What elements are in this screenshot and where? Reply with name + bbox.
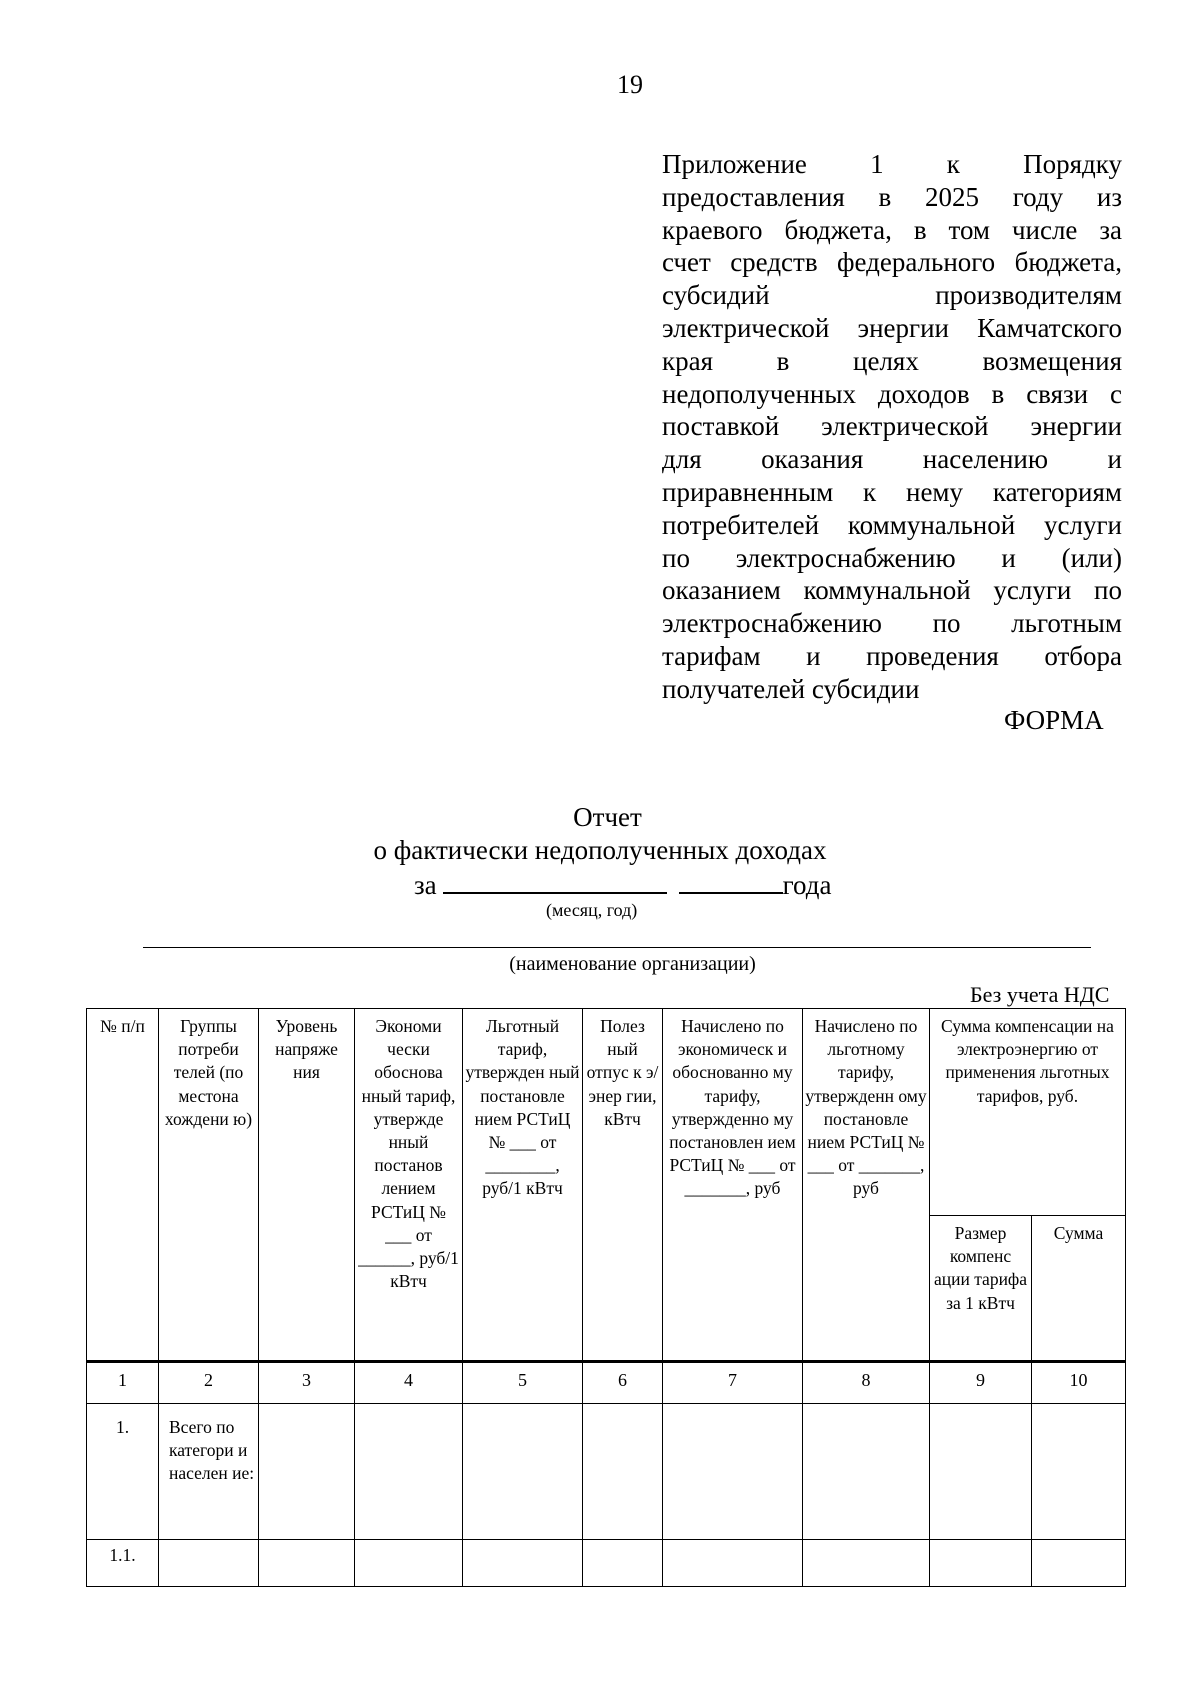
form-label: ФОРМА [1004,705,1104,735]
header-economic-tariff: Экономи чески обоснова нный тариф, утвержде нный постанов лением РСТиЦ № ___ от ______, руб/1 кВтч [355,1009,463,1362]
month-blank[interactable] [443,868,667,894]
header-useful-supply: Полез ный отпус к э/энер гии, кВтч [583,1009,663,1362]
header-charged-preferential: Начислено по льготному тарифу, утвержденн ому постановле нием РСТиЦ № ___ от _______, руб [803,1009,930,1362]
table-cell[interactable] [930,1540,1032,1587]
table-cell[interactable] [463,1404,583,1540]
table-cell[interactable] [355,1404,463,1540]
column-number: 8 [803,1363,930,1404]
column-number: 10 [1032,1363,1126,1404]
column-number: 7 [663,1363,803,1404]
appendix-line: недополученных доходов в связи с [662,378,1122,409]
report-period [414,868,832,901]
report-title-line: Отчет [573,802,642,832]
column-number: 2 [159,1363,259,1404]
header-voltage-level: Уровень напряже ния [259,1009,355,1362]
row-group: Всего по категори и населен ие: [159,1404,259,1540]
table-cell[interactable] [930,1404,1032,1540]
column-number: 1 [87,1363,159,1404]
appendix-line: Приложение 1 к Порядку [662,149,1122,179]
vat-note: Без учета НДС [970,982,1110,1007]
table-cell[interactable] [803,1404,930,1540]
table-cell[interactable] [463,1540,583,1587]
header-compensation-sum: Сумма [1032,1216,1126,1362]
period-prefix: за [414,870,437,900]
table-cell[interactable] [583,1540,663,1587]
table-cell[interactable] [1032,1404,1126,1540]
appendix-line: по электроснабжению и (или) [662,542,1122,573]
appendix-line: поставкой электрической энергии [662,411,1122,442]
organization-name-line[interactable] [143,947,1091,948]
page-number: 19 [617,70,643,99]
table-cell[interactable] [259,1540,355,1587]
appendix-line: краевого бюджета, в том числе за [662,214,1122,245]
appendix-line: тарифам и проведения отбора [662,640,1122,671]
column-number: 5 [463,1363,583,1404]
column-number: 4 [355,1363,463,1404]
period-caption: (месяц, год) [546,900,638,920]
header-consumer-groups: Группы потреби телей (по местона хождени ю) [159,1009,259,1362]
table-cell[interactable] [663,1404,803,1540]
header-preferential-tariff: Льготный тариф, утвержден ный постановле нием РСТиЦ № ___ от ________, руб/1 кВтч [463,1009,583,1362]
appendix-line: электрической энергии Камчатского [662,312,1122,343]
appendix-line: счет средств федерального бюджета, [662,247,1122,278]
appendix-note [662,148,1122,706]
table-row [87,1540,1126,1587]
period-suffix: года [782,870,832,900]
column-number: 9 [930,1363,1032,1404]
appendix-line: субсидий производителям [662,280,1122,311]
table-cell[interactable] [259,1404,355,1540]
table-cell[interactable] [355,1540,463,1587]
appendix-line: приравненным к нему категориям [662,476,1122,507]
row-number: 1.1. [87,1540,159,1587]
table-cell[interactable] [803,1540,930,1587]
header-charged-economic: Начислено по экономическ и обоснованно му тарифу, утвержденно му постановлен ием РСТиЦ № ___ от _______, руб [663,1009,803,1362]
row-number: 1. [87,1404,159,1540]
header-number: № п/п [87,1009,159,1362]
appendix-line: потребителей коммунальной услуги [662,509,1122,540]
report-title-line: о фактически недополученных доходах [373,835,827,865]
row-group[interactable] [159,1540,259,1587]
table-cell[interactable] [583,1404,663,1540]
table-cell[interactable] [663,1540,803,1587]
appendix-line: электроснабжению по льготным [662,608,1122,639]
appendix-line: края в целях возмещения [662,345,1122,376]
appendix-line: получателей субсидии [662,673,920,704]
appendix-line: предоставления в 2025 году из [662,181,1122,212]
header-compensation-group: Сумма компенсации на электроэнергию от применения льготных тарифов, руб. [930,1009,1126,1216]
column-number: 3 [259,1363,355,1404]
appendix-line: для оказания населению и [662,444,1122,475]
report-title [0,801,1200,867]
organization-caption: (наименование организации) [509,953,756,975]
year-blank[interactable] [679,868,783,894]
table-row [87,1404,1126,1540]
column-number: 6 [583,1363,663,1404]
column-number-row [87,1363,1126,1404]
report-table [86,1008,1126,1587]
table-cell[interactable] [1032,1540,1126,1587]
appendix-line: оказанием коммунальной услуги по [662,575,1122,606]
header-compensation-rate: Размер компенс ации тарифа за 1 кВтч [930,1216,1032,1362]
